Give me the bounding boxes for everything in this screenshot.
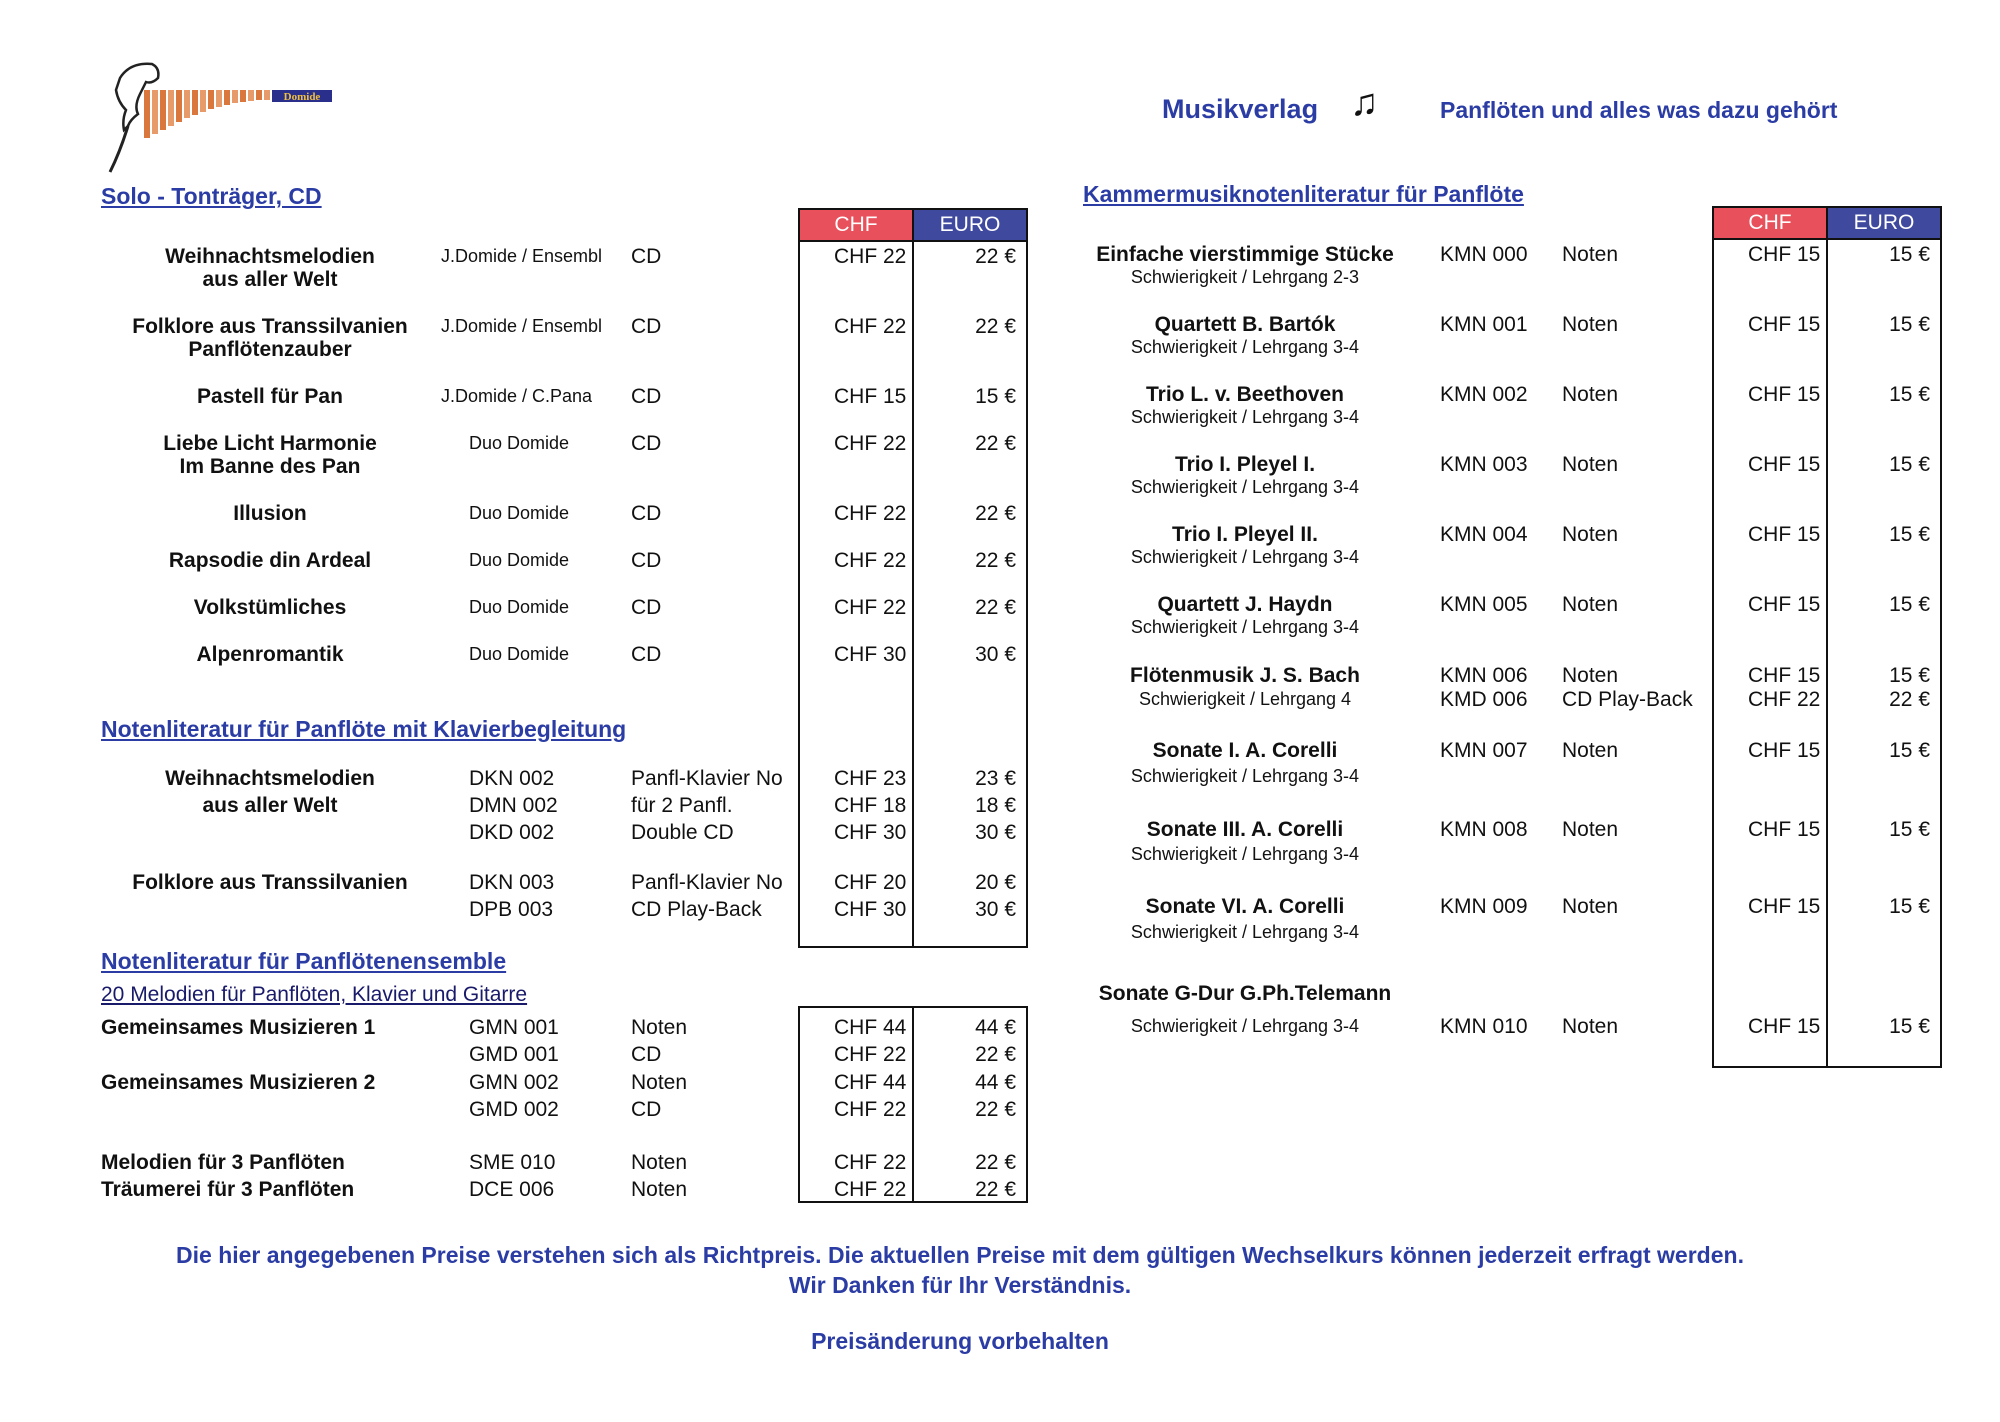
solo-euro-price: 22 € <box>975 245 1016 268</box>
ensemble-desc: Noten <box>631 1178 688 1201</box>
kammer-chf-price: CHF 15 <box>1748 523 1821 546</box>
kammer-euro-price: 15 € <box>1889 593 1930 616</box>
ensemble-desc: Noten <box>631 1151 688 1174</box>
solo-title: Pastell für Pan <box>197 385 343 408</box>
kammer-code: KMN 010 <box>1440 1015 1528 1038</box>
kammer-desc: Noten <box>1562 739 1619 762</box>
ensemble-chf-price: CHF 44 <box>834 1016 907 1039</box>
solo-chf-price: CHF 22 <box>834 315 907 338</box>
klavier-chf-price: CHF 20 <box>834 871 907 894</box>
kammer-euro-price: 22 € <box>1889 688 1930 711</box>
solo-euro-price: 22 € <box>975 432 1016 455</box>
kammer-title: Flötenmusik J. S. Bach <box>1130 664 1360 687</box>
kammer-chf-price: CHF 22 <box>1748 688 1821 711</box>
kammer-desc: Noten <box>1562 313 1619 336</box>
kammer-euro-price: 15 € <box>1889 313 1930 336</box>
kammer-euro-price: 15 € <box>1889 895 1930 918</box>
solo-price-divider <box>912 208 914 948</box>
kammer-code: KMN 009 <box>1440 895 1528 918</box>
ensemble-chf-price: CHF 22 <box>834 1151 907 1174</box>
kammer-chf-price: CHF 15 <box>1748 383 1821 406</box>
solo-euro-price: 15 € <box>975 385 1016 408</box>
klavier-code: DKN 002 <box>469 767 555 790</box>
solo-artist: Duo Domide <box>469 597 570 617</box>
solo-type: CD <box>631 385 662 408</box>
kammer-euro-price: 15 € <box>1889 664 1930 687</box>
solo-euro-price: 22 € <box>975 315 1016 338</box>
ensemble-chf-price: CHF 22 <box>834 1098 907 1121</box>
kammer-code: KMN 000 <box>1440 243 1528 266</box>
logo-brand-text: Domide <box>283 91 321 103</box>
klavier-title: Folklore aus Transsilvanien <box>132 871 408 894</box>
ensemble-euro-price: 44 € <box>975 1016 1016 1039</box>
solo-title: Volkstümliches <box>193 596 347 619</box>
solo-chf-price: CHF 22 <box>834 502 907 525</box>
solo-header-line <box>800 240 1026 242</box>
kammer-level: Schwierigkeit / Lehrgang 3-4 <box>1130 766 1360 786</box>
solo-title: Rapsodie din Ardeal <box>168 549 372 572</box>
klavier-title-line2: aus aller Welt <box>202 794 338 817</box>
klavier-desc: Panfl-Klavier No <box>631 871 783 894</box>
kammer-level: Schwierigkeit / Lehrgang 3-4 <box>1130 337 1360 357</box>
ensemble-code: SME 010 <box>469 1151 556 1174</box>
klavier-desc: CD Play-Back <box>631 898 762 921</box>
solo-title: Weihnachtsmelodien <box>165 245 375 268</box>
kammer-code: KMN 004 <box>1440 523 1528 546</box>
solo-chf-header: CHF <box>800 210 912 240</box>
kammer-desc: Noten <box>1562 818 1619 841</box>
solo-chf-price: CHF 22 <box>834 245 907 268</box>
ensemble-desc: CD <box>631 1098 662 1121</box>
solo-artist: Duo Domide <box>469 644 570 664</box>
klavier-chf-price: CHF 30 <box>834 898 907 921</box>
solo-type: CD <box>631 549 662 572</box>
kammer-price-divider <box>1826 206 1828 1068</box>
ensemble-chf-price: CHF 44 <box>834 1071 907 1094</box>
klavier-code: DKN 003 <box>469 871 555 894</box>
kammer-chf-price: CHF 15 <box>1748 1015 1821 1038</box>
kammer-title: Sonate G-Dur G.Ph.Telemann <box>1098 982 1392 1005</box>
solo-artist: Duo Domide <box>469 503 570 523</box>
solo-type: CD <box>631 432 662 455</box>
solo-type: CD <box>631 245 662 268</box>
kammer-desc: Noten <box>1562 895 1619 918</box>
ensemble-desc: CD <box>631 1043 662 1066</box>
ensemble-chf-price: CHF 22 <box>834 1178 907 1201</box>
kammer-desc: Noten <box>1562 1015 1619 1038</box>
kammer-title: Trio I. Pleyel I. <box>1174 453 1316 476</box>
solo-title: Alpenromantik <box>196 643 344 666</box>
klavier-euro-price: 23 € <box>975 767 1016 790</box>
kammer-level: Schwierigkeit / Lehrgang 3-4 <box>1130 922 1360 942</box>
kammer-chf-price: CHF 15 <box>1748 664 1821 687</box>
panflute-logo-icon <box>100 60 335 175</box>
kammer-title: Sonate VI. A. Corelli <box>1145 895 1345 918</box>
solo-heading: Solo - Tonträger, CD <box>101 183 322 209</box>
klavier-chf-price: CHF 30 <box>834 821 907 844</box>
kammer-level: Schwierigkeit / Lehrgang 2-3 <box>1130 267 1360 287</box>
kammer-euro-price: 15 € <box>1889 453 1930 476</box>
ensemble-code: GMD 002 <box>469 1098 559 1121</box>
kammer-title: Einfache vierstimmige Stücke <box>1096 243 1394 266</box>
ensemble-title: Träumerei für 3 Panflöten <box>101 1178 355 1201</box>
kammer-code: KMN 008 <box>1440 818 1528 841</box>
solo-title: Illusion <box>233 502 307 525</box>
kammer-level: Schwierigkeit / Lehrgang 3-4 <box>1130 844 1360 864</box>
solo-artist: J.Domide / Ensembl <box>441 246 603 266</box>
solo-chf-price: CHF 22 <box>834 432 907 455</box>
kammer-title: Quartett J. Haydn <box>1157 593 1333 616</box>
kammer-chf-price: CHF 15 <box>1748 818 1821 841</box>
ensemble-title: Gemeinsames Musizieren 1 <box>101 1016 376 1039</box>
kammer-title: Sonate III. A. Corelli <box>1146 818 1344 841</box>
kammer-code: KMN 002 <box>1440 383 1528 406</box>
kammer-code: KMN 005 <box>1440 593 1528 616</box>
kammer-euro-price: 15 € <box>1889 383 1930 406</box>
klavier-chf-price: CHF 23 <box>834 767 907 790</box>
ensemble-euro-price: 22 € <box>975 1043 1016 1066</box>
solo-artist: Duo Domide <box>469 550 570 570</box>
kammer-desc: CD Play-Back <box>1562 688 1693 711</box>
kammer-code: KMN 006 <box>1440 664 1528 687</box>
kammer-euro-price: 15 € <box>1889 243 1930 266</box>
ensemble-euro-price: 22 € <box>975 1151 1016 1174</box>
klavier-code: DMN 002 <box>469 794 558 817</box>
kammer-euro-price: 15 € <box>1889 1015 1930 1038</box>
kammer-code: KMN 001 <box>1440 313 1528 336</box>
klavier-desc: Double CD <box>631 821 734 844</box>
kammer-desc: Noten <box>1562 523 1619 546</box>
kammer-code: KMD 006 <box>1440 688 1528 711</box>
klavier-chf-price: CHF 18 <box>834 794 907 817</box>
solo-title: Liebe Licht Harmonie <box>163 432 377 455</box>
solo-artist: Duo Domide <box>469 433 570 453</box>
klavier-desc: Panfl-Klavier No <box>631 767 783 790</box>
solo-chf-price: CHF 30 <box>834 643 907 666</box>
kammer-chf-price: CHF 15 <box>1748 313 1821 336</box>
solo-type: CD <box>631 643 662 666</box>
kammer-euro-price: 15 € <box>1889 523 1930 546</box>
kammer-level: Schwierigkeit / Lehrgang 3-4 <box>1130 1016 1360 1036</box>
kammer-title: Sonate I. A. Corelli <box>1152 739 1338 762</box>
solo-euro-price: 22 € <box>975 596 1016 619</box>
kammer-level: Schwierigkeit / Lehrgang 3-4 <box>1130 407 1360 427</box>
solo-euro-header: EURO <box>914 210 1026 240</box>
kammer-title: Trio I. Pleyel II. <box>1172 523 1318 546</box>
kammer-code: KMN 003 <box>1440 453 1528 476</box>
kammer-title: Trio L. v. Beethoven <box>1146 383 1344 406</box>
solo-euro-price: 22 € <box>975 502 1016 525</box>
kammer-desc: Noten <box>1562 243 1619 266</box>
kammer-level: Schwierigkeit / Lehrgang 3-4 <box>1130 547 1360 567</box>
ensemble-euro-price: 44 € <box>975 1071 1016 1094</box>
solo-type: CD <box>631 502 662 525</box>
solo-artist: J.Domide / C.Pana <box>441 386 593 406</box>
ensemble-code: GMN 001 <box>469 1016 559 1039</box>
solo-chf-price: CHF 22 <box>834 596 907 619</box>
kammer-chf-price: CHF 15 <box>1748 453 1821 476</box>
ensemble-code: GMD 001 <box>469 1043 559 1066</box>
logo <box>100 60 335 175</box>
solo-title-line2: Im Banne des Pan <box>179 455 361 478</box>
publisher-name: Musikverlag <box>1162 94 1319 124</box>
klavier-code: DPB 003 <box>469 898 554 921</box>
kammer-euro-header: EURO <box>1828 208 1940 238</box>
price-disclaimer: Die hier angegebenen Preise verstehen sich als Richtpreis. Die aktuellen Preise mit dem gültigen Wechselkurs können jederzeit erfragt werden. Wir Danken für Ihr Verständnis. <box>176 1242 1744 1298</box>
solo-chf-price: CHF 15 <box>834 385 907 408</box>
kammer-level: Schwierigkeit / Lehrgang 3-4 <box>1130 477 1360 497</box>
kammer-heading: Kammermusiknotenliteratur für Panflöte <box>1083 181 1524 207</box>
ensemble-title: Melodien für 3 Panflöten <box>101 1151 345 1174</box>
solo-euro-price: 30 € <box>975 643 1016 666</box>
kammer-chf-header: CHF <box>1714 208 1826 238</box>
ensemble-code: GMN 002 <box>469 1071 559 1094</box>
solo-chf-price: CHF 22 <box>834 549 907 572</box>
solo-title-line2: Panflötenzauber <box>188 338 352 361</box>
kammer-desc: Noten <box>1562 664 1619 687</box>
klavier-euro-price: 18 € <box>975 794 1016 817</box>
ensemble-euro-price: 22 € <box>975 1178 1016 1201</box>
ensemble-desc: Noten <box>631 1071 688 1094</box>
kammer-chf-price: CHF 15 <box>1748 593 1821 616</box>
klavier-code: DKD 002 <box>469 821 555 844</box>
kammer-code: KMN 007 <box>1440 739 1528 762</box>
music-note-icon: ♫ <box>1350 82 1379 124</box>
price-change-notice: Preisänderung vorbehalten <box>811 1328 1109 1354</box>
kammer-euro-price: 15 € <box>1889 818 1930 841</box>
ensemble-desc: Noten <box>631 1016 688 1039</box>
kammer-title: Quartett B. Bartók <box>1154 313 1336 336</box>
ensemble-code: DCE 006 <box>469 1178 555 1201</box>
klavier-euro-price: 30 € <box>975 898 1016 921</box>
kammer-chf-price: CHF 15 <box>1748 739 1821 762</box>
klavier-euro-price: 30 € <box>975 821 1016 844</box>
solo-artist: J.Domide / Ensembl <box>441 316 603 336</box>
klavier-heading: Notenliteratur für Panflöte mit Klavierbegleitung <box>101 716 627 742</box>
ensemble-price-divider <box>912 1006 914 1203</box>
klavier-euro-price: 20 € <box>975 871 1016 894</box>
kammer-chf-price: CHF 15 <box>1748 243 1821 266</box>
solo-title-line2: aus aller Welt <box>202 268 338 291</box>
solo-type: CD <box>631 315 662 338</box>
ensemble-heading: Notenliteratur für Panflötenensemble <box>101 948 507 974</box>
kammer-level: Schwierigkeit / Lehrgang 3-4 <box>1130 617 1360 637</box>
kammer-header-line <box>1714 238 1940 240</box>
kammer-chf-price: CHF 15 <box>1748 895 1821 918</box>
klavier-title: Weihnachtsmelodien <box>165 767 375 790</box>
klavier-desc: für 2 Panfl. <box>631 794 733 817</box>
kammer-level: Schwierigkeit / Lehrgang 4 <box>1138 689 1352 709</box>
kammer-desc: Noten <box>1562 453 1619 476</box>
kammer-euro-price: 15 € <box>1889 739 1930 762</box>
solo-euro-price: 22 € <box>975 549 1016 572</box>
solo-title: Folklore aus Transsilvanien <box>132 315 408 338</box>
solo-type: CD <box>631 596 662 619</box>
kammer-desc: Noten <box>1562 593 1619 616</box>
tagline: Panflöten und alles was dazu gehört <box>1440 97 1838 123</box>
kammer-desc: Noten <box>1562 383 1619 406</box>
ensemble-subtitle: 20 Melodien für Panflöten, Klavier und Gitarre <box>101 983 528 1006</box>
ensemble-title: Gemeinsames Musizieren 2 <box>101 1071 376 1094</box>
ensemble-chf-price: CHF 22 <box>834 1043 907 1066</box>
ensemble-euro-price: 22 € <box>975 1098 1016 1121</box>
